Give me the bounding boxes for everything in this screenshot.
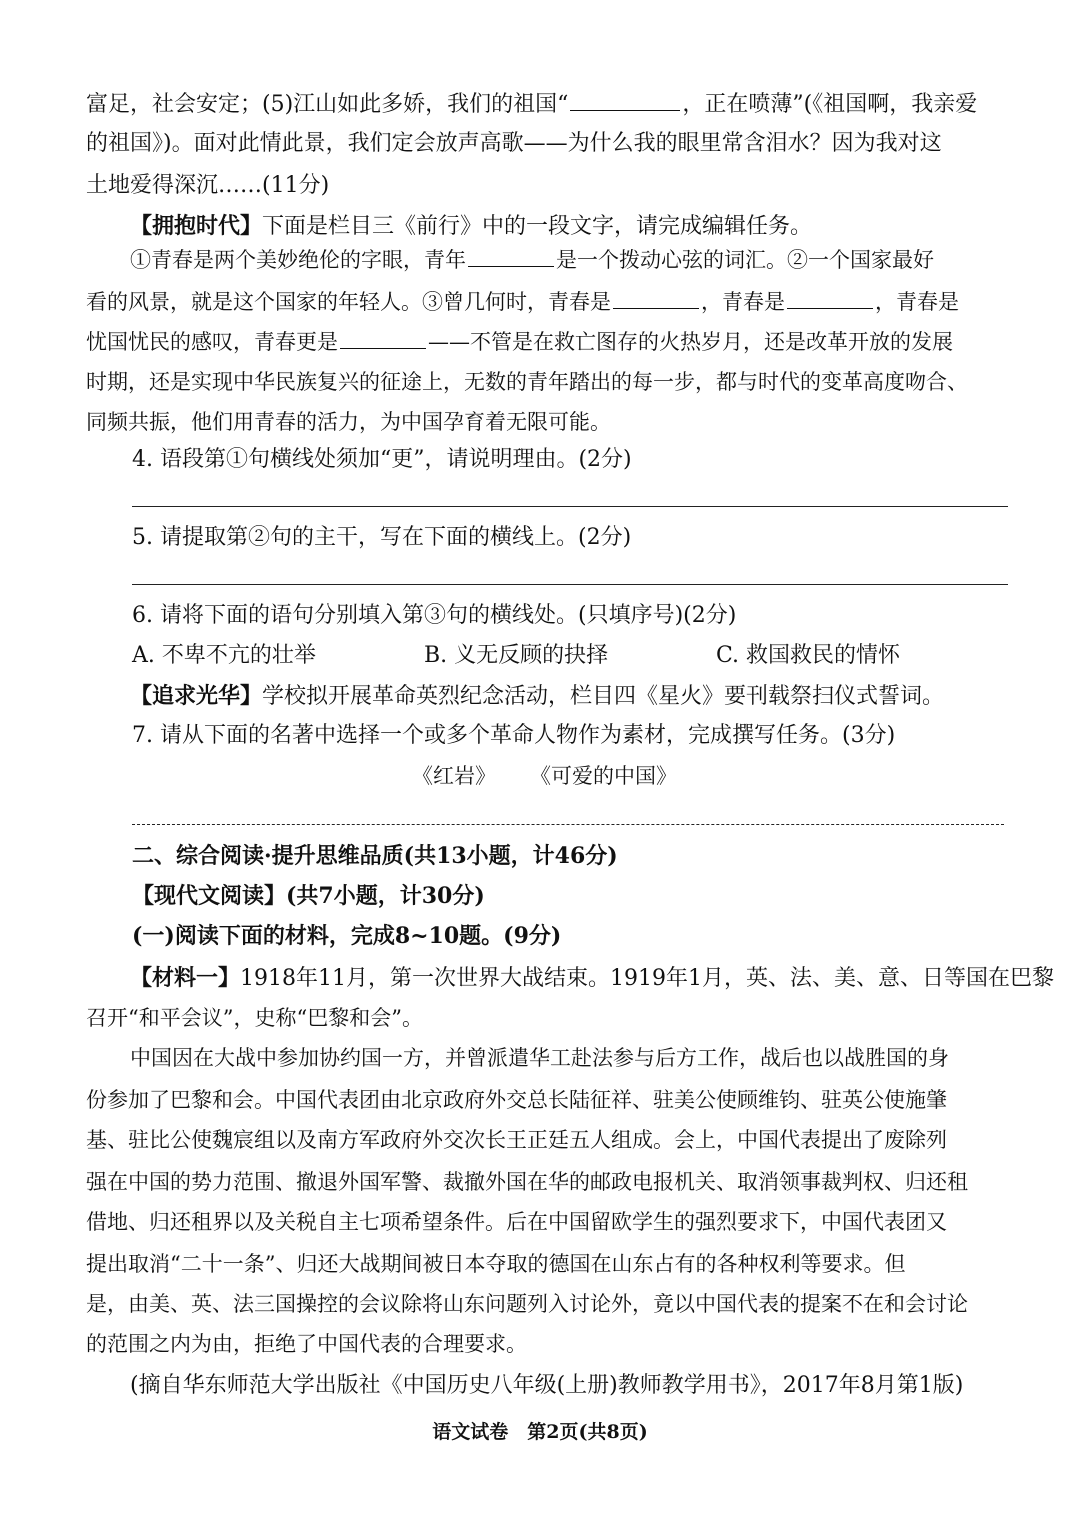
- material-line: 份参加了巴黎和会。中国代表团由北京政府外交总长陆征祥、驻美公使顾维钧、驻英公使施肇: [86, 1088, 947, 1112]
- text-segment: 富足，社会安定；(5)江山如此多娇，我们的祖国“: [86, 92, 569, 117]
- book-list: [412, 760, 812, 792]
- material-line: 中国因在大战中参加协约国一方，并曾派遣华工赴法参与后方工作，战后也以战胜国的身: [130, 1046, 949, 1070]
- answer-blank[interactable]: [613, 286, 699, 309]
- material-line: 借地、归还租界以及关税自主七项希望条件。后在中国留欧学生的强烈要求下，中国代表团又: [86, 1210, 947, 1234]
- text-segment: 看的风景，就是这个国家的年轻人。③曾几何时，青春是: [86, 290, 611, 314]
- text-line: [86, 88, 1026, 121]
- text-line: 的祖国》)。面对此情此景，我们定会放声高歌——为什么我的眼里常含泪水？因为我对这: [86, 131, 942, 156]
- option-b: B. 义无反顾的抉择: [424, 643, 609, 668]
- section-tag: 【追求光华】: [130, 683, 263, 709]
- question-5: 5. 请提取第②句的主干，写在下面的横线上。(2分): [132, 525, 632, 550]
- text-segment: ，青春是: [875, 290, 959, 314]
- material-line: 召开“和平会议”，史称“巴黎和会”。: [86, 1006, 423, 1030]
- answer-line[interactable]: [132, 506, 1008, 507]
- question-7: 7. 请从下面的名著中选择一个或多个革命人物作为素材，完成撰写任务。(3分): [132, 723, 896, 748]
- answer-blank[interactable]: [468, 244, 554, 267]
- answer-blank[interactable]: [340, 326, 426, 349]
- material-line: 基、驻比公使魏宸组以及南方军政府外交次长王正廷五人组成。会上，中国代表提出了废除列: [86, 1128, 947, 1152]
- text-segment: 是一个拨动心弦的词汇。②一个国家最好: [556, 248, 934, 272]
- material-line: 强在中国的势力范围、撤退外国军警、裁撤外国在华的邮政电报机关、取消领事裁判权、归还租: [86, 1170, 968, 1194]
- option-a: A. 不卑不亢的壮举: [132, 643, 316, 668]
- passage-line: [86, 286, 1026, 318]
- section-intro: 学校拟开展革命英烈纪念活动，栏目四《星火》要刊载祭扫仪式誓词。: [262, 684, 945, 709]
- source-citation: (摘自华东师范大学出版社《中国历史八年级(上册)教师教学用书》，2017年8月第1版): [130, 1373, 964, 1398]
- text-segment: ，正在喷薄”(《祖国啊，我亲爱: [682, 92, 978, 117]
- section-intro: 下面是栏目三《前行》中的一段文字，请完成编辑任务。: [262, 214, 813, 239]
- book-title: 《可爱的中国》: [530, 764, 677, 788]
- material-line: 提出取消“二十一条”、归还大战期间被日本夺取的德国在山东占有的各种权利等要求。但: [86, 1252, 906, 1276]
- modern-reading-heading: 【现代文阅读】(共7小题，计30分): [132, 883, 485, 909]
- passage-line: [130, 244, 1030, 276]
- section-2-heading: 二、综合阅读·提升思维品质(共13小题，计46分): [132, 843, 618, 869]
- material-line: [130, 962, 1054, 995]
- text-segment: ，青春是: [701, 290, 785, 314]
- page-footer: 语文试卷 第2页(共8页): [432, 1421, 648, 1443]
- material-tag: 【材料一】: [130, 965, 241, 991]
- pursue-intro: [130, 680, 1030, 713]
- passage-line: 时期，还是实现中华民族复兴的征途上，无数的青年踏出的每一步，都与时代的变革高度吻合、: [86, 370, 968, 394]
- book-title: 《红岩》: [412, 764, 496, 788]
- material-line: 的范围之内为由，拒绝了中国代表的合理要求。: [86, 1332, 527, 1356]
- question-4: 4. 语段第①句横线处须加“更”，请说明理由。(2分): [132, 447, 632, 472]
- section-tag: 【拥抱时代】: [130, 213, 263, 239]
- part-1-heading: (一)阅读下面的材料，完成8~10题。(9分): [132, 923, 562, 949]
- text-line: 土地爱得深沉……(11分): [86, 173, 330, 198]
- option-c: C. 救国救民的情怀: [716, 643, 901, 668]
- answer-blank[interactable]: [570, 88, 680, 111]
- answer-blank[interactable]: [787, 286, 873, 309]
- text-segment: ——不管是在救亡图存的火热岁月，还是改革开放的发展: [428, 330, 953, 354]
- material-line: 是，由美、英、法三国操控的会议除将山东问题列入讨论外，竟以中国代表的提案不在和会讨论: [86, 1292, 968, 1316]
- question-6: 6. 请将下面的语句分别填入第③句的横线处。(只填序号)(2分): [132, 603, 737, 628]
- passage-line: 同频共振，他们用青春的活力，为中国孕育着无限可能。: [86, 410, 611, 434]
- passage-line: [86, 326, 1026, 358]
- answer-line[interactable]: [132, 584, 1008, 585]
- text-segment: ①青春是两个美妙绝伦的字眼，青年: [130, 248, 466, 272]
- embrace-intro: [130, 210, 1030, 243]
- answer-line[interactable]: [132, 824, 1004, 825]
- text-segment: 忧国忧民的感叹，青春更是: [86, 330, 338, 354]
- text-segment: 1918年11月，第一次世界大战结束。1919年1月，英、法、美、意、日等国在巴黎: [240, 966, 1054, 991]
